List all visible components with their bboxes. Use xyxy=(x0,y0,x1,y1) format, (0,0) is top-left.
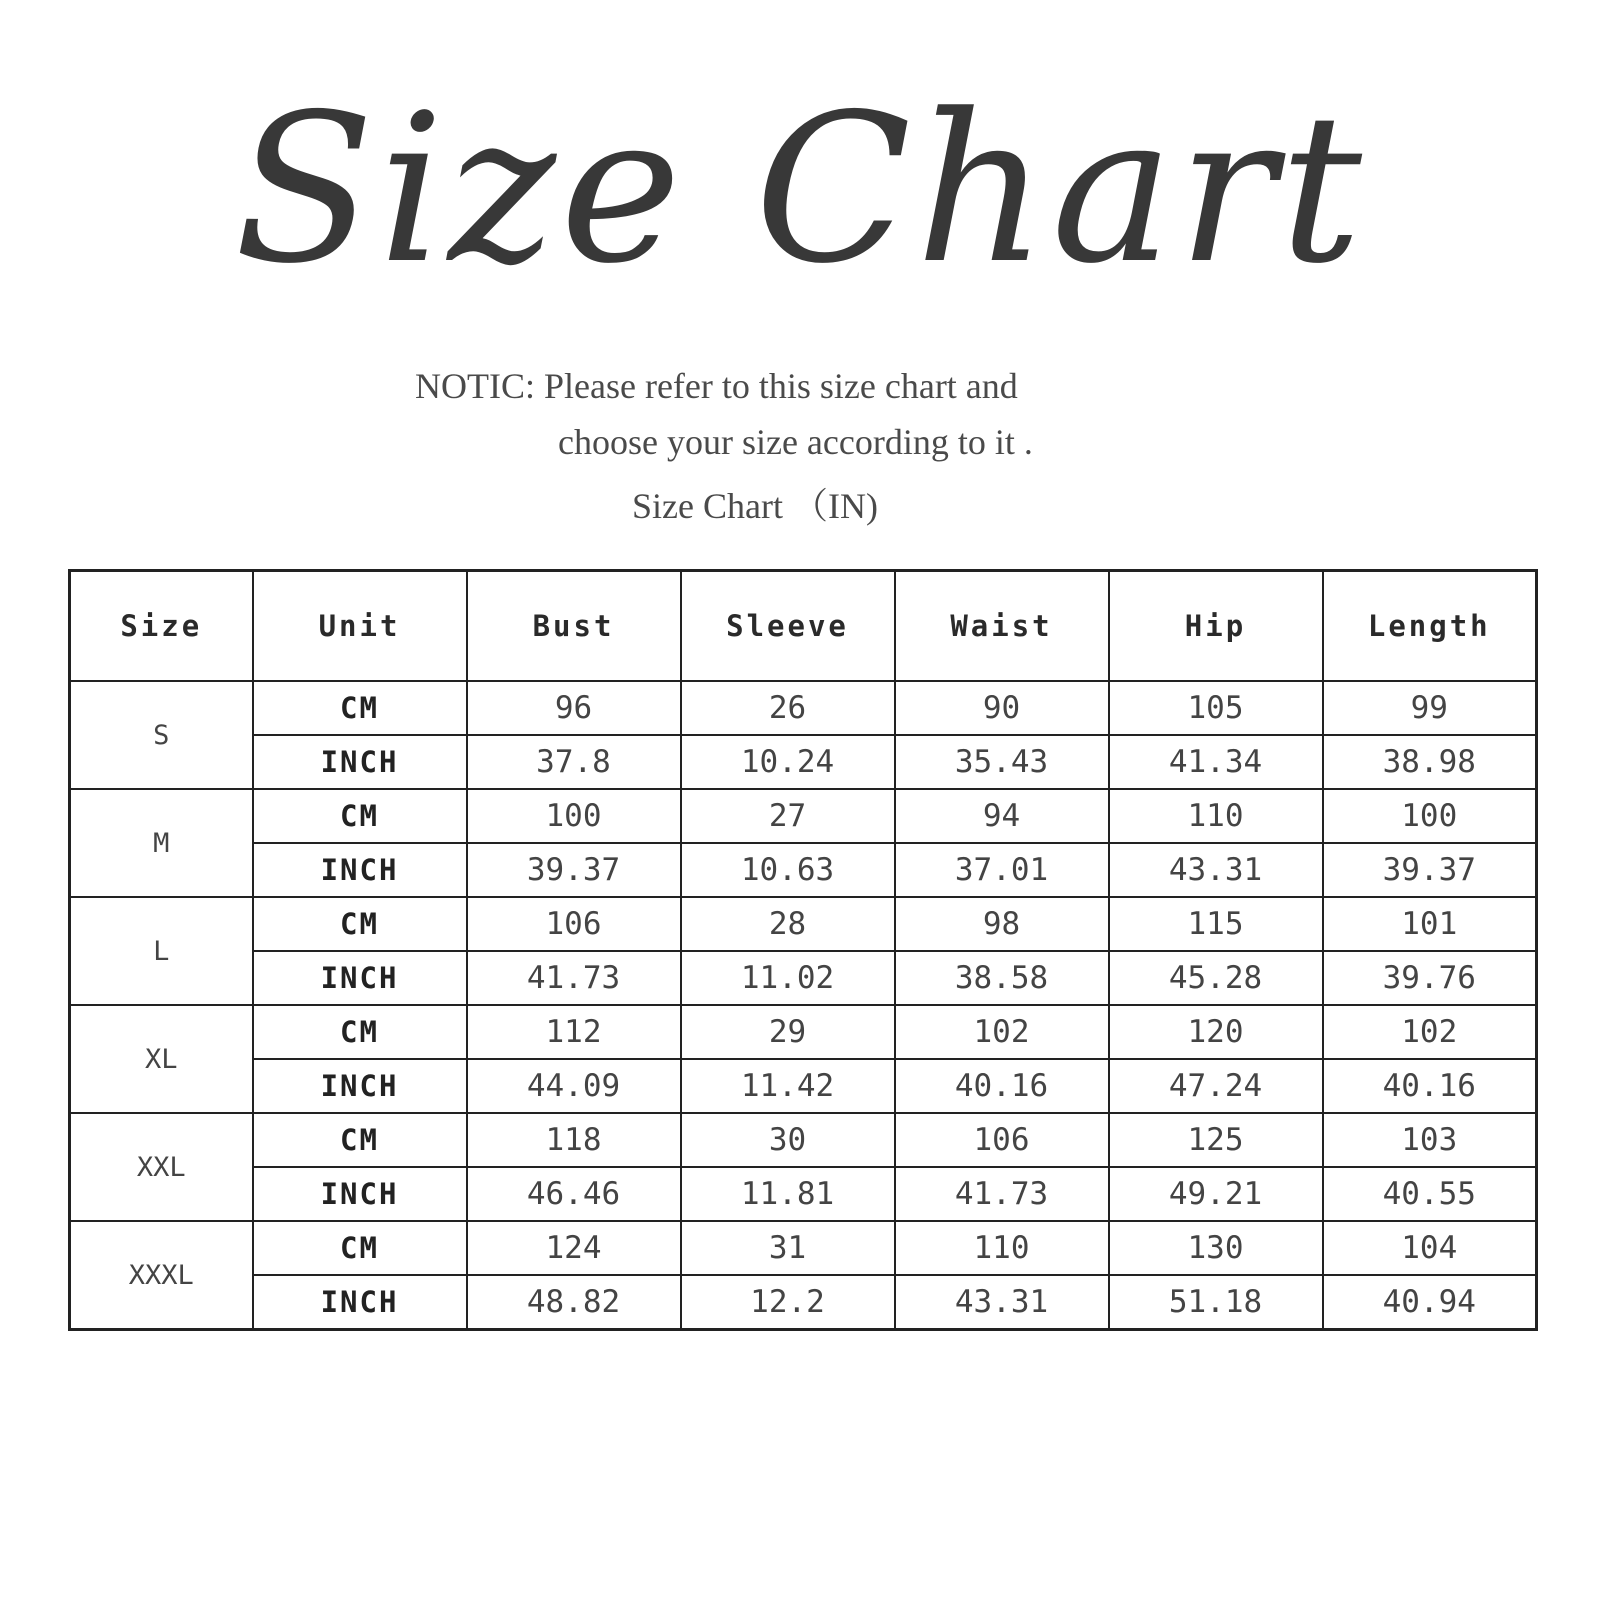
bust-value-cell: 37.8 xyxy=(467,735,681,789)
bust-value-cell: 44.09 xyxy=(467,1059,681,1113)
unit-cell: INCH xyxy=(253,1167,467,1221)
sleeve-value-cell: 26 xyxy=(681,681,895,735)
column-header-unit: Unit xyxy=(253,571,467,682)
column-header-waist: Waist xyxy=(895,571,1109,682)
table-row xyxy=(70,1275,1537,1330)
hip-value-cell: 41.34 xyxy=(1109,735,1323,789)
length-value-cell: 102 xyxy=(1323,1005,1537,1059)
table-row xyxy=(70,1059,1537,1113)
bust-value-cell: 41.73 xyxy=(467,951,681,1005)
waist-value-cell: 106 xyxy=(895,1113,1109,1167)
bust-value-cell: 100 xyxy=(467,789,681,843)
bust-value-cell: 48.82 xyxy=(467,1275,681,1330)
waist-value-cell: 38.58 xyxy=(895,951,1109,1005)
waist-value-cell: 41.73 xyxy=(895,1167,1109,1221)
table-row xyxy=(70,735,1537,789)
length-value-cell: 40.16 xyxy=(1323,1059,1537,1113)
hip-value-cell: 115 xyxy=(1109,897,1323,951)
size-label-cell: XXL xyxy=(70,1113,253,1221)
hip-value-cell: 130 xyxy=(1109,1221,1323,1275)
column-header-hip: Hip xyxy=(1109,571,1323,682)
length-value-cell: 39.37 xyxy=(1323,843,1537,897)
length-value-cell: 101 xyxy=(1323,897,1537,951)
size-label-cell: S xyxy=(70,681,253,789)
length-value-cell: 39.76 xyxy=(1323,951,1537,1005)
bust-value-cell: 124 xyxy=(467,1221,681,1275)
bust-value-cell: 118 xyxy=(467,1113,681,1167)
hip-value-cell: 43.31 xyxy=(1109,843,1323,897)
bust-value-cell: 96 xyxy=(467,681,681,735)
unit-cell: CM xyxy=(253,789,467,843)
size-label-cell: M xyxy=(70,789,253,897)
unit-cell: INCH xyxy=(253,735,467,789)
hip-value-cell: 125 xyxy=(1109,1113,1323,1167)
size-label-cell: XXXL xyxy=(70,1221,253,1330)
waist-value-cell: 110 xyxy=(895,1221,1109,1275)
unit-cell: INCH xyxy=(253,1059,467,1113)
hip-value-cell: 47.24 xyxy=(1109,1059,1323,1113)
notice-line-1: NOTIC: Please refer to this size chart and xyxy=(415,366,1018,406)
bust-value-cell: 39.37 xyxy=(467,843,681,897)
sleeve-value-cell: 11.42 xyxy=(681,1059,895,1113)
unit-cell: INCH xyxy=(253,843,467,897)
column-header-length: Length xyxy=(1323,571,1537,682)
sleeve-value-cell: 29 xyxy=(681,1005,895,1059)
hip-value-cell: 51.18 xyxy=(1109,1275,1323,1330)
length-value-cell: 100 xyxy=(1323,789,1537,843)
unit-cell: CM xyxy=(253,1005,467,1059)
table-row xyxy=(70,1221,1537,1275)
sleeve-value-cell: 30 xyxy=(681,1113,895,1167)
length-value-cell: 38.98 xyxy=(1323,735,1537,789)
unit-cell: CM xyxy=(253,897,467,951)
waist-value-cell: 35.43 xyxy=(895,735,1109,789)
table-row xyxy=(70,897,1537,951)
sleeve-value-cell: 10.63 xyxy=(681,843,895,897)
waist-value-cell: 102 xyxy=(895,1005,1109,1059)
page-title: Size Chart xyxy=(234,71,1366,309)
table-row xyxy=(70,681,1537,735)
hip-value-cell: 120 xyxy=(1109,1005,1323,1059)
table-body xyxy=(70,681,1537,1330)
bust-value-cell: 106 xyxy=(467,897,681,951)
table-row xyxy=(70,1167,1537,1221)
table-row xyxy=(70,1113,1537,1167)
waist-value-cell: 37.01 xyxy=(895,843,1109,897)
sleeve-value-cell: 27 xyxy=(681,789,895,843)
waist-value-cell: 40.16 xyxy=(895,1059,1109,1113)
table-header-row xyxy=(70,571,1537,682)
table-row xyxy=(70,1005,1537,1059)
unit-cell: CM xyxy=(253,1113,467,1167)
length-value-cell: 40.94 xyxy=(1323,1275,1537,1330)
table-caption: Size Chart （IN) xyxy=(632,486,878,526)
waist-value-cell: 98 xyxy=(895,897,1109,951)
waist-value-cell: 43.31 xyxy=(895,1275,1109,1330)
sleeve-value-cell: 28 xyxy=(681,897,895,951)
sleeve-value-cell: 12.2 xyxy=(681,1275,895,1330)
size-label-cell: XL xyxy=(70,1005,253,1113)
unit-cell: CM xyxy=(253,1221,467,1275)
hip-value-cell: 110 xyxy=(1109,789,1323,843)
sleeve-value-cell: 10.24 xyxy=(681,735,895,789)
size-label-cell: L xyxy=(70,897,253,1005)
column-header-sleeve: Sleeve xyxy=(681,571,895,682)
length-value-cell: 99 xyxy=(1323,681,1537,735)
hip-value-cell: 49.21 xyxy=(1109,1167,1323,1221)
column-header-bust: Bust xyxy=(467,571,681,682)
unit-cell: INCH xyxy=(253,951,467,1005)
size-table xyxy=(68,569,1538,1331)
column-header-size: Size xyxy=(70,571,253,682)
notice-line-2: choose your size according to it . xyxy=(558,422,1033,462)
hip-value-cell: 105 xyxy=(1109,681,1323,735)
length-value-cell: 40.55 xyxy=(1323,1167,1537,1221)
sleeve-value-cell: 11.81 xyxy=(681,1167,895,1221)
table-row xyxy=(70,789,1537,843)
sleeve-value-cell: 11.02 xyxy=(681,951,895,1005)
waist-value-cell: 90 xyxy=(895,681,1109,735)
hip-value-cell: 45.28 xyxy=(1109,951,1323,1005)
bust-value-cell: 112 xyxy=(467,1005,681,1059)
unit-cell: INCH xyxy=(253,1275,467,1330)
length-value-cell: 104 xyxy=(1323,1221,1537,1275)
waist-value-cell: 94 xyxy=(895,789,1109,843)
length-value-cell: 103 xyxy=(1323,1113,1537,1167)
table-row xyxy=(70,843,1537,897)
sleeve-value-cell: 31 xyxy=(681,1221,895,1275)
unit-cell: CM xyxy=(253,681,467,735)
bust-value-cell: 46.46 xyxy=(467,1167,681,1221)
table-row xyxy=(70,951,1537,1005)
